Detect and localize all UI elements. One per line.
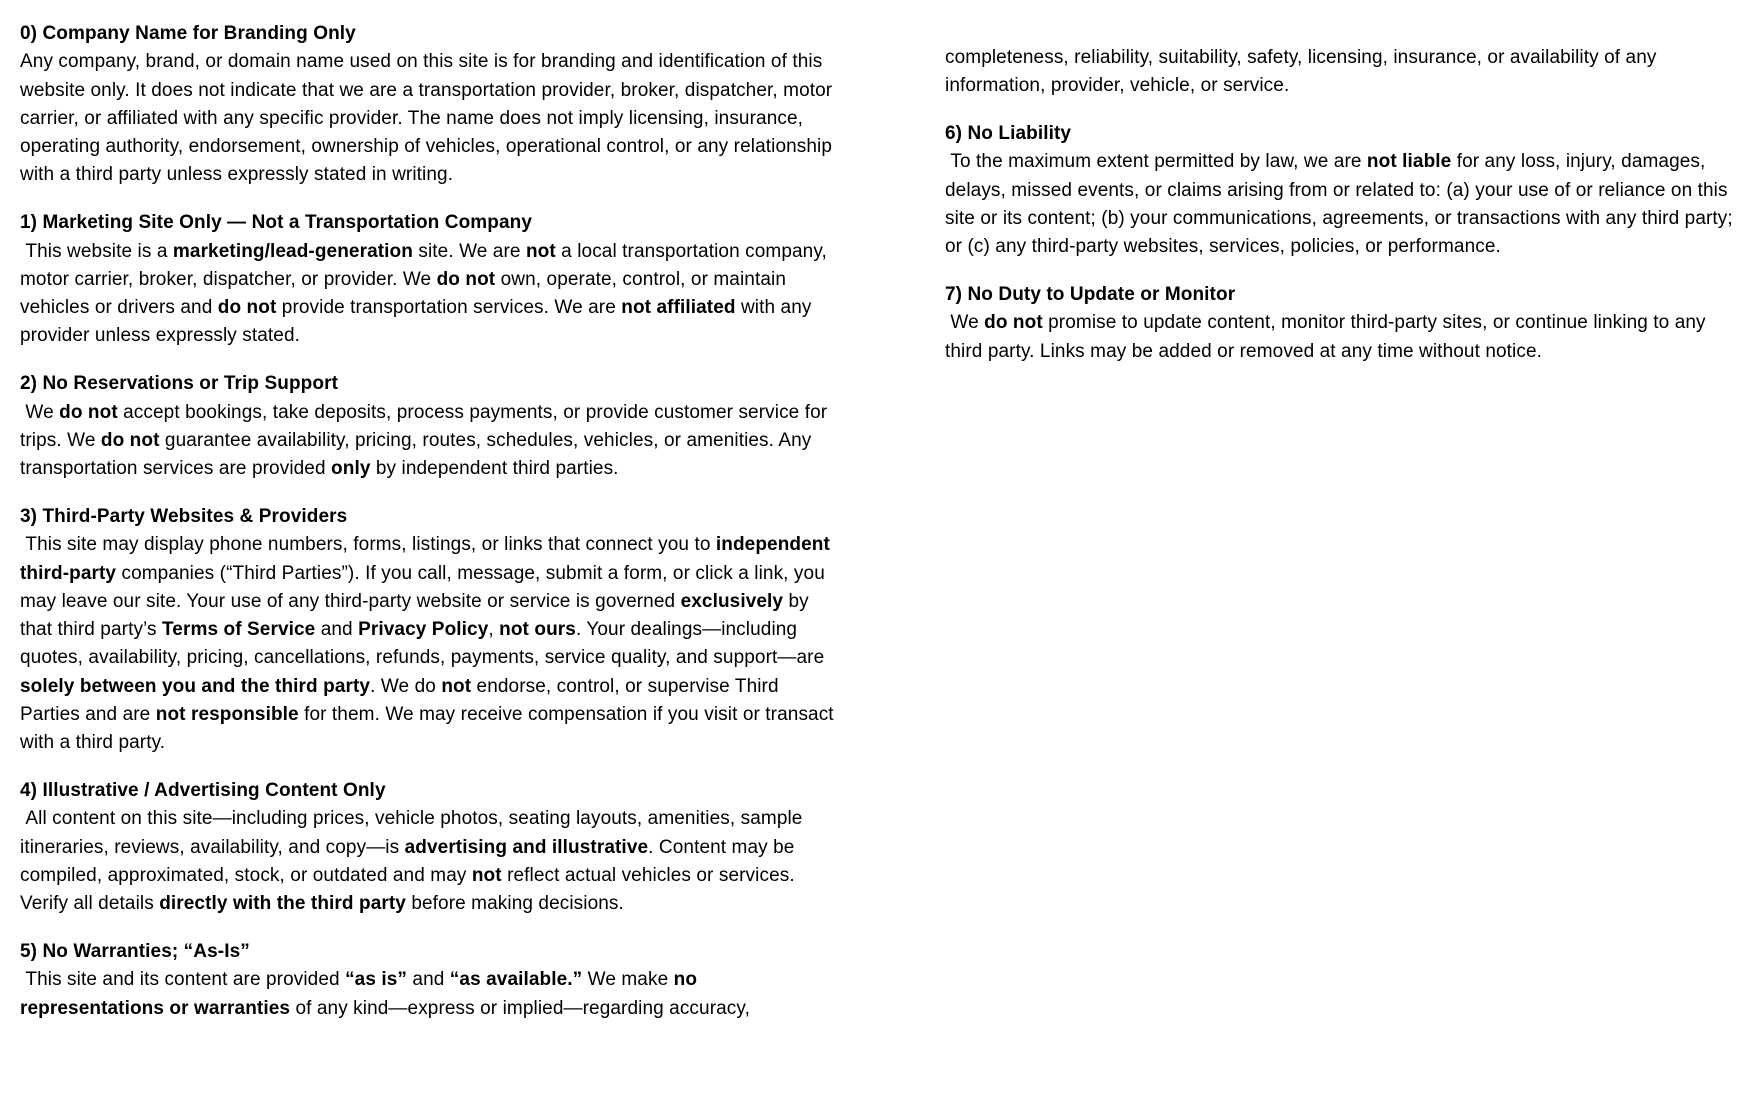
section-body-text: a local transportation company, motor carrier, broker, dispatcher, or provider. We <box>20 240 827 290</box>
section-body-text-bold: solely between you and the third party <box>20 675 371 697</box>
section-body-text: This site and its content are provided <box>20 969 346 991</box>
disclaimer-section <box>20 777 836 918</box>
section-body-text: of any kind—express or implied—regarding accuracy, <box>290 997 750 1019</box>
section-body-text-bold: no representations or warranties <box>20 969 698 1019</box>
section-body-text: guarantee availability, pricing, routes, schedules, vehicles, or amenities. Any transportation services are provided <box>20 429 812 480</box>
section-body-text-bold: advertising and illustrative <box>404 836 649 858</box>
column-right <box>945 44 1745 385</box>
section-body-text: completeness, reliability, suitability, safety, licensing, insurance, or availability of any information, provider, vehicle, or service. <box>945 47 1657 97</box>
section-body-text-bold: not liable <box>1366 151 1452 173</box>
section-body-text-bold: not affiliated <box>621 297 736 319</box>
section-body-text-bold: only <box>331 458 371 480</box>
disclaimer-section <box>20 20 836 190</box>
disclaimer-section <box>20 938 836 1023</box>
section-body-text: We <box>20 401 60 423</box>
section-body-text-bold: independent third-party <box>20 534 830 584</box>
section-body-text-bold: “as available.” <box>449 969 583 991</box>
section-body-text-bold: not ours <box>499 619 576 641</box>
column-left <box>20 20 836 1043</box>
section-body-text-bold: Privacy Policy <box>358 619 489 641</box>
section-body-text-bold: exclusively <box>680 590 784 612</box>
section-body-text-bold: “as is” <box>345 969 408 991</box>
section-body-text-bold: not <box>441 675 472 697</box>
section-body-text: To the maximum extent permitted by law, we are <box>945 151 1367 173</box>
section-body-text: Any company, brand, or domain name used on this site is for branding and identification of this website only. It does not indicate that we are a transportation provider, broker, dispatcher, motor carrier, or affiliated with any specific provider. The name does not imply licensing, insurance, operating authority, endorsement, ownership of vehicles, operational control, or any relationship with a third party unless expressly stated in writing. <box>20 51 833 186</box>
section-heading: 2) No Reservations or Trip Support <box>20 373 339 395</box>
section-heading: 6) No Liability <box>945 123 1072 145</box>
section-body-text: All content on this site—including prices, vehicle photos, seating layouts, amenities, sample itineraries, reviews, availability, and copy—is <box>20 808 803 858</box>
section-body-text: provide transportation services. We are <box>276 297 622 319</box>
disclaimer-section <box>20 503 836 758</box>
disclaimer-section-continuation <box>945 44 1745 101</box>
section-body-text-bold: not <box>471 865 502 887</box>
section-body-text-bold: not <box>525 240 556 262</box>
disclaimer-section <box>945 120 1745 261</box>
section-body-text: . We do <box>370 675 442 697</box>
section-body-text: before making decisions. <box>405 893 624 915</box>
section-body-text: for any loss, injury, damages, delays, missed events, or claims arising from or related to: (a) your use of or reliance on this site or its content; (b) your communications, agreements, or transactions with any third party; or (c) any third-party websites, services, policies, or performance. <box>945 151 1733 258</box>
disclaimer-section <box>20 370 836 483</box>
section-heading: 1) Marketing Site Only — Not a Transportation Company <box>20 212 533 234</box>
disclaimer-section <box>945 281 1745 366</box>
section-body-text: by independent third parties. <box>370 458 619 480</box>
section-body-text-bold: not responsible <box>155 704 299 726</box>
section-body-text: . Content may be compiled, approximated, stock, or outdated and may <box>20 836 795 887</box>
section-body-text-bold: marketing/lead-generation <box>172 240 413 262</box>
section-body-text: accept bookings, take deposits, process payments, or provide customer service for trips. We <box>20 401 828 451</box>
section-heading: 7) No Duty to Update or Monitor <box>945 284 1236 306</box>
section-body-text-bold: Terms of Service <box>162 619 316 641</box>
section-heading: 5) No Warranties; “As-Is” <box>20 941 250 963</box>
section-body-text: for them. We may receive compensation if you visit or transact with a third party. <box>20 704 834 754</box>
section-heading: 0) Company Name for Branding Only <box>20 23 356 44</box>
section-body-text: by that third party’s <box>20 590 809 641</box>
section-body-text: We <box>945 312 985 334</box>
section-body-text: . Your dealings—including quotes, availability, pricing, cancellations, refunds, payments, service quality, and support—are <box>20 619 825 669</box>
section-heading: 3) Third-Party Websites & Providers <box>20 505 348 527</box>
section-body-text-bold: do not <box>436 268 496 290</box>
disclaimer-section <box>20 209 836 350</box>
section-body-text-bold: do not <box>984 312 1043 334</box>
section-body-text: companies (“Third Parties”). If you call, message, submit a form, or click a link, you may leave our site. Your use of any third-party website or service is governed <box>20 562 825 612</box>
section-body-text: This site may display phone numbers, forms, listings, or links that connect you to <box>20 534 716 556</box>
section-heading: 4) Illustrative / Advertising Content Only <box>20 780 386 802</box>
section-body-text: and <box>407 969 450 991</box>
section-body-text: and <box>315 619 359 641</box>
section-body-text: , <box>488 619 500 641</box>
section-body-text: promise to update content, monitor third-party sites, or continue linking to any third party. Links may be added or removed at any time without notice. <box>945 312 1706 362</box>
section-body-text: with any provider unless expressly stated. <box>20 297 812 347</box>
section-body-text: site. We are <box>412 240 526 262</box>
section-body-text: own, operate, control, or maintain vehicles or drivers and <box>20 268 786 319</box>
section-body-text: We make <box>582 969 674 991</box>
section-body-text: reflect actual vehicles or services. Verify all details <box>20 865 795 915</box>
section-body-text: endorse, control, or supervise Third Parties and are <box>20 675 779 726</box>
section-body-text-bold: directly with the third party <box>159 893 406 915</box>
section-body-text-bold: do not <box>100 429 160 451</box>
section-body-text: This website is a <box>20 240 173 262</box>
section-body-text-bold: do not <box>217 297 277 319</box>
section-body-text-bold: do not <box>59 401 118 423</box>
